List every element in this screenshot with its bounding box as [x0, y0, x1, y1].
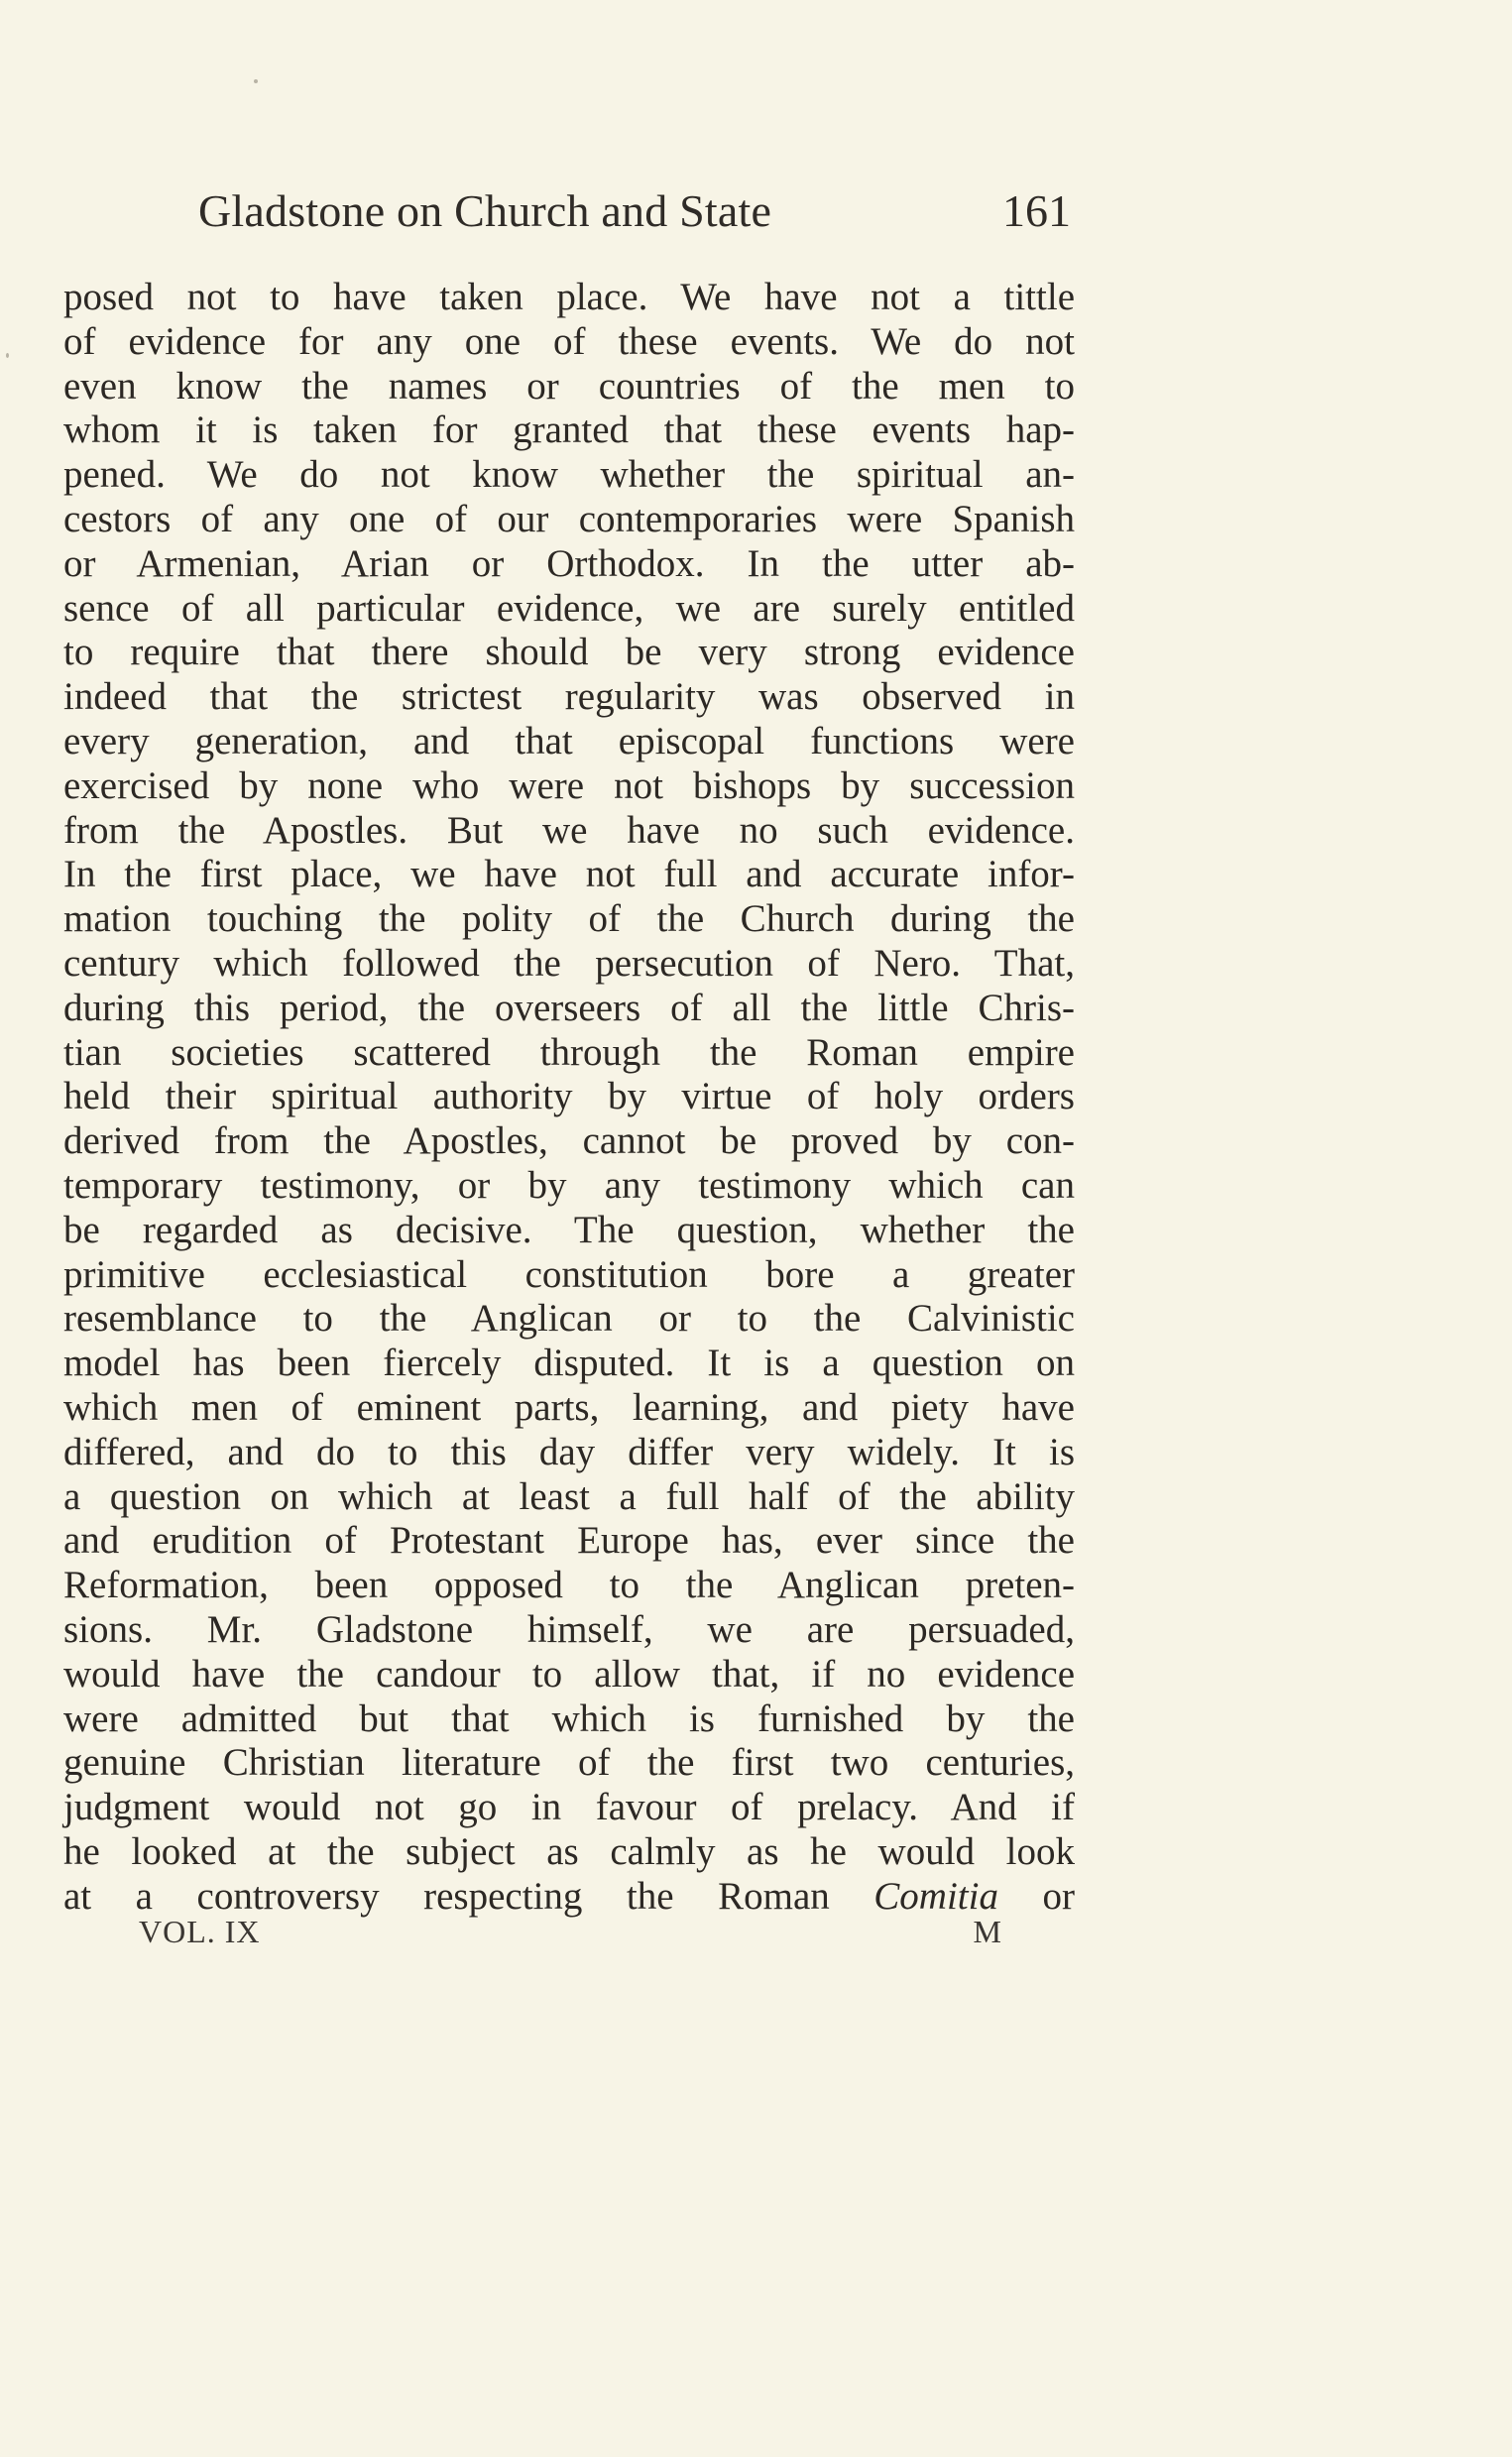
text-line: even know the names or countries of the men to — [63, 364, 1075, 408]
text-line: model has been fiercely disputed. It is a question on — [63, 1342, 1075, 1385]
page-number: 161 — [1002, 185, 1071, 236]
text-line: or Armenian, Arian or Orthodox. In the utter ab- — [63, 541, 1075, 585]
text-line: judgment would not go in favour of prelacy. And if — [63, 1786, 1075, 1829]
page-footer — [139, 1914, 1001, 1963]
text-line: and erudition of Protestant Europe has, ever since the — [63, 1519, 1075, 1563]
text-line: sence of all particular evidence, we are surely entitled — [63, 586, 1075, 630]
text-line: every generation, and that episcopal functions were — [63, 719, 1075, 762]
text-line: during this period, the overseers of all the little Chris- — [63, 986, 1075, 1029]
body-text — [63, 276, 1075, 1919]
text-line: tian societies scattered through the Roman empire — [63, 1030, 1075, 1074]
text-line: of evidence for any one of these events. We do not — [63, 319, 1075, 363]
text-line: indeed that the strictest regularity was observed in — [63, 675, 1075, 719]
text-line-final-end: or — [1042, 1874, 1076, 1918]
text-line: whom it is taken for granted that these events hap- — [63, 409, 1075, 452]
text-line: a question on which at least a full half of the ability — [63, 1474, 1075, 1518]
text-line: which men of eminent parts, learning, and piety have — [63, 1385, 1075, 1429]
page-header — [198, 184, 1071, 244]
signature-mark: M — [973, 1914, 1001, 1949]
text-line: derived from the Apostles, cannot be proved by con- — [63, 1119, 1075, 1163]
paper-speck — [254, 79, 258, 83]
text-line: would have the candour to allow that, if no evidence — [63, 1652, 1075, 1696]
text-line: resemblance to the Anglican or to the Calvinistic — [63, 1297, 1075, 1341]
text-line: held their spiritual authority by virtue of holy orders — [63, 1075, 1075, 1118]
text-line: century which followed the persecution of Nero. That, — [63, 941, 1075, 985]
text-line: genuine Christian literature of the first two centuries, — [63, 1741, 1075, 1785]
text-line: to require that there should be very strong evidence — [63, 631, 1075, 674]
volume-mark: VOL. IX — [139, 1914, 261, 1949]
text-line: were admitted but that which is furnished by the — [63, 1696, 1075, 1740]
text-line: mation touching the polity of the Church during the — [63, 897, 1075, 941]
text-line: be regarded as decisive. The question, whether the — [63, 1208, 1075, 1251]
italic-word: Comitia — [873, 1874, 998, 1918]
text-line: differed, and do to this day differ very widely. It is — [63, 1430, 1075, 1473]
text-line: sions. Mr. Gladstone himself, we are persuaded, — [63, 1607, 1075, 1651]
text-line: exercised by none who were not bishops by succession — [63, 763, 1075, 807]
paper-speck — [6, 353, 9, 358]
text-line: posed not to have taken place. We have not a tittle — [63, 276, 1075, 318]
text-line: Reformation, been opposed to the Anglican preten- — [63, 1564, 1075, 1607]
text-line: from the Apostles. But we have no such evidence. — [63, 808, 1075, 852]
text-line-final-start: at a controversy respecting the Roman — [63, 1874, 830, 1918]
text-line: In the first place, we have not full and accurate infor- — [63, 853, 1075, 896]
text-line: pened. We do not know whether the spiritual an- — [63, 453, 1075, 497]
text-line: temporary testimony, or by any testimony which can — [63, 1163, 1075, 1207]
running-title: Gladstone on Church and State — [198, 185, 772, 236]
text-line: primitive ecclesiastical constitution bore a greater — [63, 1252, 1075, 1296]
text-line-final — [63, 1875, 1075, 1920]
text-line: cestors of any one of our contemporaries were Spanish — [63, 497, 1075, 540]
text-line: he looked at the subject as calmly as he would look — [63, 1829, 1075, 1873]
